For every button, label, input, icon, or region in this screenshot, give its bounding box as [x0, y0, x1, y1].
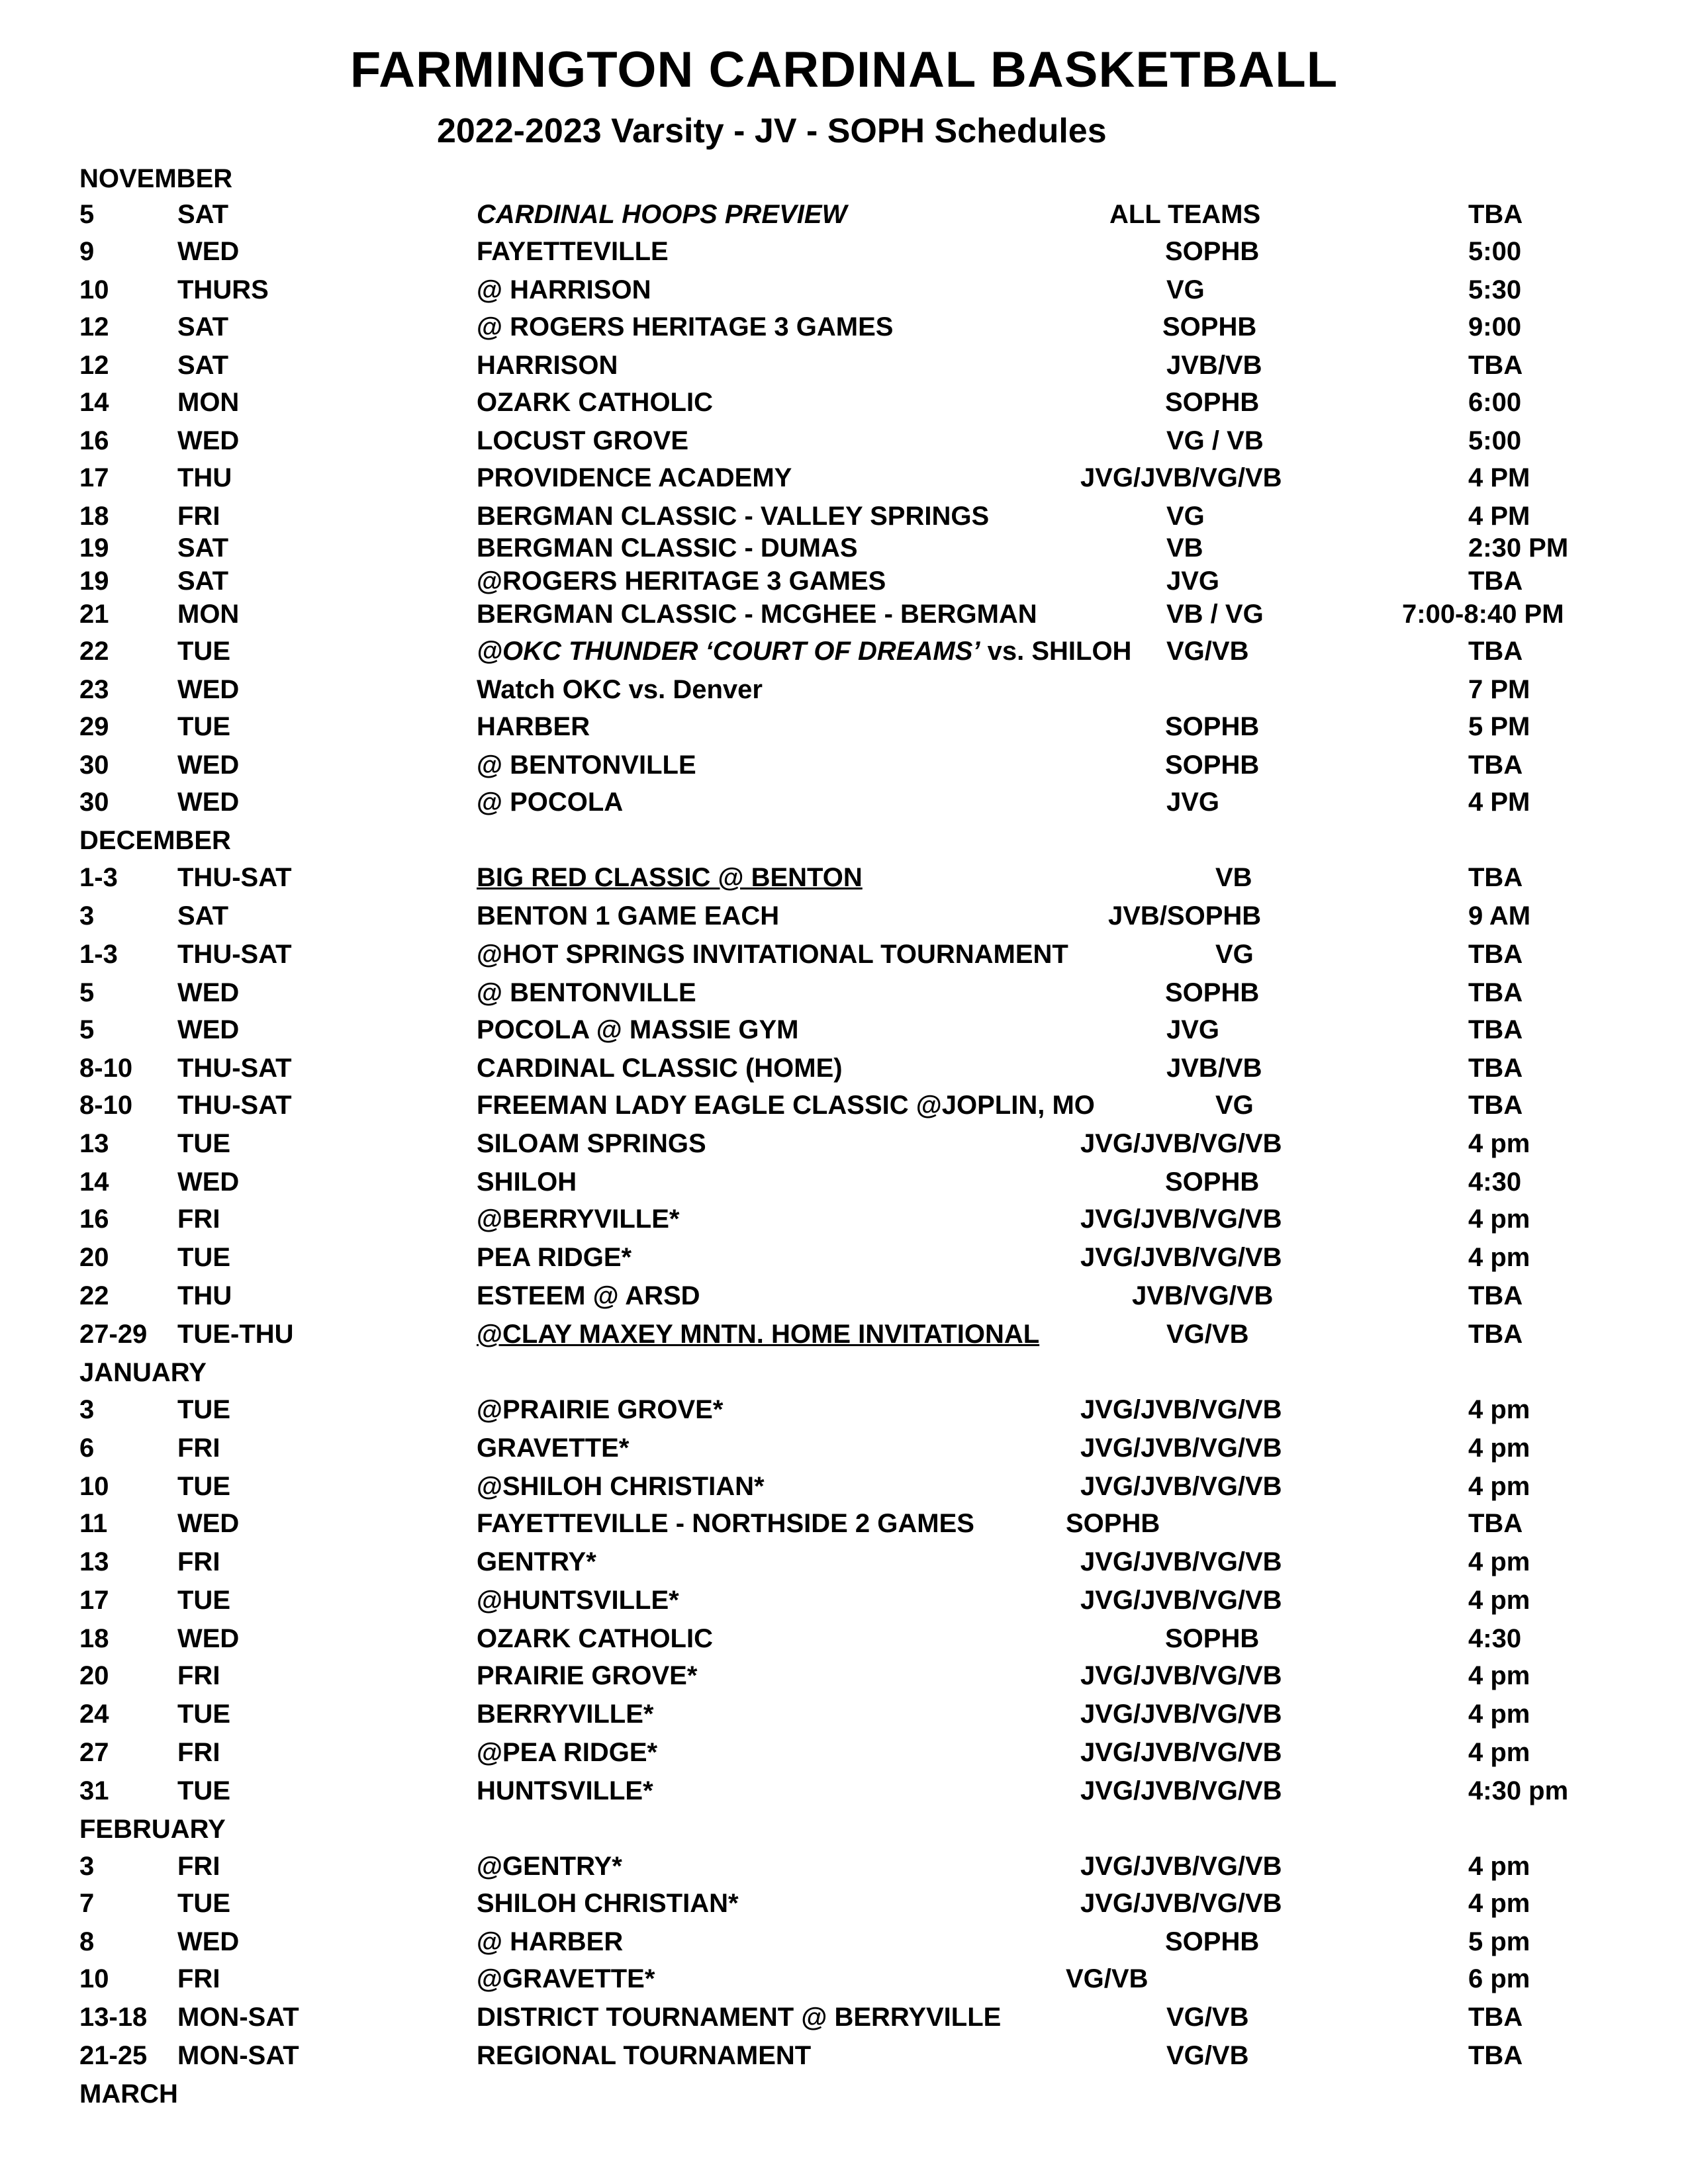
month-heading: NOVEMBER — [79, 164, 233, 193]
game-date: 3 — [79, 901, 95, 931]
game-date: 5 — [79, 978, 95, 1007]
game-time: TBA — [1468, 863, 1523, 892]
game-day: SAT — [177, 901, 229, 931]
game-time: 7:00-8:40 PM — [1402, 600, 1564, 629]
game-teams: VB — [1166, 533, 1203, 563]
game-day: THU-SAT — [177, 1054, 292, 1083]
page-subtitle: 2022-2023 Varsity - JV - SOPH Schedules — [437, 112, 1107, 150]
game-date: 13 — [79, 1547, 109, 1576]
game-date: 3 — [79, 1852, 95, 1881]
game-day: TUE — [177, 637, 230, 666]
game-day: TUE — [177, 712, 230, 741]
game-day: THURS — [177, 275, 269, 304]
game-date: 18 — [79, 1624, 109, 1653]
game-date: 20 — [79, 1661, 109, 1690]
game-time: 4 pm — [1468, 1395, 1530, 1424]
game-date: 19 — [79, 533, 109, 563]
game-opponent: REGIONAL TOURNAMENT — [477, 2041, 812, 2070]
game-time: 4 pm — [1468, 1243, 1530, 1272]
game-teams: VG — [1166, 502, 1205, 531]
game-day: FRI — [177, 1433, 220, 1463]
game-teams: VB / VG — [1166, 600, 1264, 629]
game-time: TBA — [1468, 200, 1523, 229]
game-date: 8-10 — [79, 1054, 133, 1083]
game-date: 31 — [79, 1776, 109, 1805]
game-date: 12 — [79, 351, 109, 380]
game-date: 19 — [79, 567, 109, 596]
game-date: 12 — [79, 312, 109, 341]
game-date: 3 — [79, 1395, 95, 1424]
game-opponent: SILOAM SPRINGS — [477, 1129, 706, 1158]
game-day: TUE-THU — [177, 1320, 294, 1349]
game-time: 4 pm — [1468, 1433, 1530, 1463]
game-opponent: @BERRYVILLE* — [477, 1205, 680, 1234]
game-date: 11 — [79, 1509, 108, 1538]
game-teams: SOPHB — [1066, 1509, 1160, 1538]
game-date: 21-25 — [79, 2041, 148, 2070]
game-day: WED — [177, 1167, 240, 1197]
game-time: TBA — [1468, 978, 1523, 1007]
month-heading: JANUARY — [79, 1358, 207, 1387]
game-teams: SOPHB — [1165, 1927, 1260, 1956]
game-opponent: @OKC THUNDER ‘COURT OF DREAMS’ vs. SHILOH — [477, 637, 1132, 666]
game-opponent: @HOT SPRINGS INVITATIONAL TOURNAMENT — [477, 940, 1068, 969]
game-teams: JVG/JVB/VG/VB — [1080, 1472, 1282, 1501]
game-day: TUE — [177, 1243, 230, 1272]
month-heading: DECEMBER — [79, 826, 231, 855]
game-date: 17 — [79, 1586, 109, 1615]
game-opponent: @ ROGERS HERITAGE 3 GAMES — [477, 312, 894, 341]
game-teams: JVG/JVB/VG/VB — [1080, 1395, 1282, 1424]
game-time: 4 pm — [1468, 1547, 1530, 1576]
game-date: 16 — [79, 1205, 109, 1234]
game-day: WED — [177, 426, 240, 455]
game-date: 24 — [79, 1700, 109, 1729]
game-opponent: @ POCOLA — [477, 788, 624, 817]
game-opponent: @CLAY MAXEY MNTN. HOME INVITATIONAL — [477, 1320, 1040, 1349]
game-date: 1-3 — [79, 863, 118, 892]
game-day: WED — [177, 1927, 240, 1956]
game-day: TUE — [177, 1395, 230, 1424]
game-day: TUE — [177, 1776, 230, 1805]
game-opponent: @HUNTSVILLE* — [477, 1586, 679, 1615]
game-time: 4 pm — [1468, 1852, 1530, 1881]
game-day: MON — [177, 388, 240, 417]
game-time: 4 pm — [1468, 1586, 1530, 1615]
game-day: FRI — [177, 1964, 220, 1993]
game-day: TUE — [177, 1889, 230, 1918]
game-teams: SOPHB — [1165, 978, 1260, 1007]
game-date: 1-3 — [79, 940, 118, 969]
game-teams: VG — [1215, 1091, 1254, 1120]
game-date: 10 — [79, 1964, 109, 1993]
game-day: FRI — [177, 1738, 220, 1767]
game-teams: ALL TEAMS — [1109, 200, 1261, 229]
game-date: 13 — [79, 1129, 109, 1158]
game-opponent: @PEA RIDGE* — [477, 1738, 658, 1767]
game-time: TBA — [1468, 940, 1523, 969]
game-opponent: FAYETTEVILLE — [477, 237, 669, 266]
game-teams: VG/VB — [1166, 637, 1249, 666]
game-opponent: BENTON 1 GAME EACH — [477, 901, 780, 931]
game-date: 14 — [79, 1167, 109, 1197]
game-time: 5:00 — [1468, 237, 1522, 266]
game-time: TBA — [1468, 1281, 1523, 1310]
game-teams: JVG/JVB/VG/VB — [1080, 1738, 1282, 1767]
game-day: FRI — [177, 1547, 220, 1576]
game-time: TBA — [1468, 1015, 1523, 1044]
game-day: THU — [177, 463, 232, 492]
game-teams: SOPHB — [1165, 1167, 1260, 1197]
game-time: 4:30 — [1468, 1624, 1522, 1653]
game-teams: JVG — [1166, 788, 1220, 817]
game-time: 4 PM — [1468, 502, 1530, 531]
game-teams: JVG/JVB/VG/VB — [1080, 1852, 1282, 1881]
game-date: 22 — [79, 1281, 109, 1310]
game-date: 21 — [79, 600, 109, 629]
game-opponent: HUNTSVILLE* — [477, 1776, 653, 1805]
game-opponent: @ BENTONVILLE — [477, 751, 696, 780]
game-day: MON-SAT — [177, 2003, 299, 2032]
game-time: TBA — [1468, 351, 1523, 380]
game-time: TBA — [1468, 1054, 1523, 1083]
game-teams: VG / VB — [1166, 426, 1264, 455]
game-time: 4 pm — [1468, 1661, 1530, 1690]
game-day: FRI — [177, 502, 220, 531]
game-opponent: POCOLA @ MASSIE GYM — [477, 1015, 799, 1044]
game-time: TBA — [1468, 1091, 1523, 1120]
game-day: TUE — [177, 1472, 230, 1501]
game-opponent: HARBER — [477, 712, 590, 741]
game-time: 5 pm — [1468, 1927, 1530, 1956]
game-day: MON-SAT — [177, 2041, 299, 2070]
game-teams: JVG/JVB/VG/VB — [1080, 1889, 1282, 1918]
game-date: 17 — [79, 463, 109, 492]
game-teams: JVG/JVB/VG/VB — [1080, 463, 1282, 492]
game-teams: JVG/JVB/VG/VB — [1080, 1547, 1282, 1576]
game-teams: SOPHB — [1165, 237, 1260, 266]
page-title: FARMINGTON CARDINAL BASKETBALL — [350, 42, 1338, 98]
month-heading: FEBRUARY — [79, 1815, 226, 1844]
game-opponent: @PRAIRIE GROVE* — [477, 1395, 724, 1424]
game-time: TBA — [1468, 1509, 1523, 1538]
game-teams: JVB/SOPHB — [1108, 901, 1262, 931]
game-opponent: BERGMAN CLASSIC - VALLEY SPRINGS — [477, 502, 990, 531]
game-day: SAT — [177, 312, 229, 341]
game-time: 4 pm — [1468, 1889, 1530, 1918]
game-time: 4 pm — [1468, 1205, 1530, 1234]
game-date: 10 — [79, 1472, 109, 1501]
game-date: 29 — [79, 712, 109, 741]
game-teams: JVG/JVB/VG/VB — [1080, 1205, 1282, 1234]
game-teams: JVG/JVB/VG/VB — [1080, 1586, 1282, 1615]
game-opponent: BIG RED CLASSIC @ BENTON — [477, 863, 863, 892]
game-opponent: BERRYVILLE* — [477, 1700, 654, 1729]
game-date: 10 — [79, 275, 109, 304]
game-teams: JVG/JVB/VG/VB — [1080, 1776, 1282, 1805]
game-date: 13-18 — [79, 2003, 148, 2032]
game-teams: VG — [1215, 940, 1254, 969]
game-opponent: @GENTRY* — [477, 1852, 622, 1881]
game-time: 4:30 pm — [1468, 1776, 1569, 1805]
game-teams: JVG/JVB/VG/VB — [1080, 1661, 1282, 1690]
game-day: WED — [177, 1015, 240, 1044]
game-opponent: SHILOH CHRISTIAN* — [477, 1889, 739, 1918]
game-time: 4 pm — [1468, 1472, 1530, 1501]
game-opponent: @ROGERS HERITAGE 3 GAMES — [477, 567, 886, 596]
month-heading: MARCH — [79, 2079, 178, 2109]
game-date: 9 — [79, 237, 95, 266]
game-date: 30 — [79, 751, 109, 780]
game-day: SAT — [177, 351, 229, 380]
game-opponent: @ HARBER — [477, 1927, 624, 1956]
game-opponent: @SHILOH CHRISTIAN* — [477, 1472, 765, 1501]
game-time: TBA — [1468, 637, 1523, 666]
game-opponent: SHILOH — [477, 1167, 577, 1197]
game-time: 4 PM — [1468, 463, 1530, 492]
game-opponent: HARRISON — [477, 351, 618, 380]
game-day: FRI — [177, 1205, 220, 1234]
game-opponent: CARDINAL HOOPS PREVIEW — [477, 200, 847, 229]
game-teams: SOPHB — [1165, 712, 1260, 741]
game-day: THU-SAT — [177, 1091, 292, 1120]
game-time: 5:00 — [1468, 426, 1522, 455]
game-date: 5 — [79, 200, 95, 229]
game-teams: JVB/VG/VB — [1132, 1281, 1274, 1310]
game-teams: VB — [1215, 863, 1252, 892]
game-date: 20 — [79, 1243, 109, 1272]
game-teams: VG — [1166, 275, 1205, 304]
game-opponent: FAYETTEVILLE - NORTHSIDE 2 GAMES — [477, 1509, 974, 1538]
game-time: TBA — [1468, 567, 1523, 596]
game-time: 4 PM — [1468, 788, 1530, 817]
game-day: WED — [177, 675, 240, 704]
game-teams: SOPHB — [1165, 1624, 1260, 1653]
game-opponent: PRAIRIE GROVE* — [477, 1661, 698, 1690]
game-date: 16 — [79, 426, 109, 455]
game-time: 5 PM — [1468, 712, 1530, 741]
game-teams: JVG — [1166, 1015, 1220, 1044]
game-teams: JVB/VB — [1166, 351, 1262, 380]
game-date: 7 — [79, 1889, 95, 1918]
game-teams: VG/VB — [1166, 2003, 1249, 2032]
game-day: SAT — [177, 533, 229, 563]
game-time: 4 pm — [1468, 1700, 1530, 1729]
game-teams: SOPHB — [1165, 388, 1260, 417]
game-date: 27-29 — [79, 1320, 148, 1349]
game-day: TUE — [177, 1700, 230, 1729]
game-date: 14 — [79, 388, 109, 417]
game-time: TBA — [1468, 2003, 1523, 2032]
game-date: 5 — [79, 1015, 95, 1044]
game-day: THU-SAT — [177, 863, 292, 892]
game-opponent: ESTEEM @ ARSD — [477, 1281, 700, 1310]
game-opponent: FREEMAN LADY EAGLE CLASSIC @JOPLIN, MO — [477, 1091, 1095, 1120]
game-opponent: PROVIDENCE ACADEMY — [477, 463, 792, 492]
game-date: 6 — [79, 1433, 95, 1463]
game-teams: JVB/VB — [1166, 1054, 1262, 1083]
game-teams: JVG/JVB/VG/VB — [1080, 1243, 1282, 1272]
game-day: FRI — [177, 1661, 220, 1690]
game-day: WED — [177, 1509, 240, 1538]
game-time: 4:30 — [1468, 1167, 1522, 1197]
game-opponent: OZARK CATHOLIC — [477, 388, 713, 417]
game-teams: VG/VB — [1066, 1964, 1149, 1993]
game-day: WED — [177, 1624, 240, 1653]
game-time: 6:00 — [1468, 388, 1522, 417]
game-opponent: GRAVETTE* — [477, 1433, 630, 1463]
game-teams: SOPHB — [1165, 751, 1260, 780]
game-time: TBA — [1468, 751, 1523, 780]
game-opponent: @GRAVETTE* — [477, 1964, 655, 1993]
game-date: 8-10 — [79, 1091, 133, 1120]
game-teams: JVG/JVB/VG/VB — [1080, 1433, 1282, 1463]
game-time: 5:30 — [1468, 275, 1522, 304]
game-day: WED — [177, 751, 240, 780]
game-day: TUE — [177, 1129, 230, 1158]
game-day: SAT — [177, 200, 229, 229]
game-time: 7 PM — [1468, 675, 1530, 704]
game-teams: VG/VB — [1166, 1320, 1249, 1349]
game-opponent: OZARK CATHOLIC — [477, 1624, 713, 1653]
game-teams: VG/VB — [1166, 2041, 1249, 2070]
game-day: WED — [177, 978, 240, 1007]
game-opponent: LOCUST GROVE — [477, 426, 689, 455]
game-time: 2:30 PM — [1468, 533, 1569, 563]
game-day: THU — [177, 1281, 232, 1310]
game-teams: SOPHB — [1162, 312, 1257, 341]
game-time: 4 pm — [1468, 1738, 1530, 1767]
game-day: FRI — [177, 1852, 220, 1881]
game-opponent: BERGMAN CLASSIC - DUMAS — [477, 533, 858, 563]
game-day: WED — [177, 788, 240, 817]
game-opponent: GENTRY* — [477, 1547, 596, 1576]
game-time: TBA — [1468, 2041, 1523, 2070]
game-opponent: PEA RIDGE* — [477, 1243, 632, 1272]
game-date: 27 — [79, 1738, 109, 1767]
game-time: 6 pm — [1468, 1964, 1530, 1993]
game-opponent: @ BENTONVILLE — [477, 978, 696, 1007]
game-opponent: DISTRICT TOURNAMENT @ BERRYVILLE — [477, 2003, 1002, 2032]
game-time: TBA — [1468, 1320, 1523, 1349]
game-opponent: Watch OKC vs. Denver — [477, 675, 763, 704]
game-time: 9:00 — [1468, 312, 1522, 341]
game-date: 30 — [79, 788, 109, 817]
game-day: THU-SAT — [177, 940, 292, 969]
game-time: 9 AM — [1468, 901, 1531, 931]
game-date: 18 — [79, 502, 109, 531]
game-opponent: CARDINAL CLASSIC (HOME) — [477, 1054, 843, 1083]
game-teams: JVG/JVB/VG/VB — [1080, 1700, 1282, 1729]
game-opponent-suffix: vs. SHILOH — [980, 637, 1132, 666]
game-day: SAT — [177, 567, 229, 596]
game-time: 4 pm — [1468, 1129, 1530, 1158]
game-day: WED — [177, 237, 240, 266]
game-opponent: BERGMAN CLASSIC - MCGHEE - BERGMAN — [477, 600, 1037, 629]
game-date: 22 — [79, 637, 109, 666]
game-day: TUE — [177, 1586, 230, 1615]
game-opponent: @ HARRISON — [477, 275, 651, 304]
game-date: 23 — [79, 675, 109, 704]
game-teams: JVG — [1166, 567, 1220, 596]
game-day: MON — [177, 600, 240, 629]
game-date: 8 — [79, 1927, 95, 1956]
game-teams: JVG/JVB/VG/VB — [1080, 1129, 1282, 1158]
